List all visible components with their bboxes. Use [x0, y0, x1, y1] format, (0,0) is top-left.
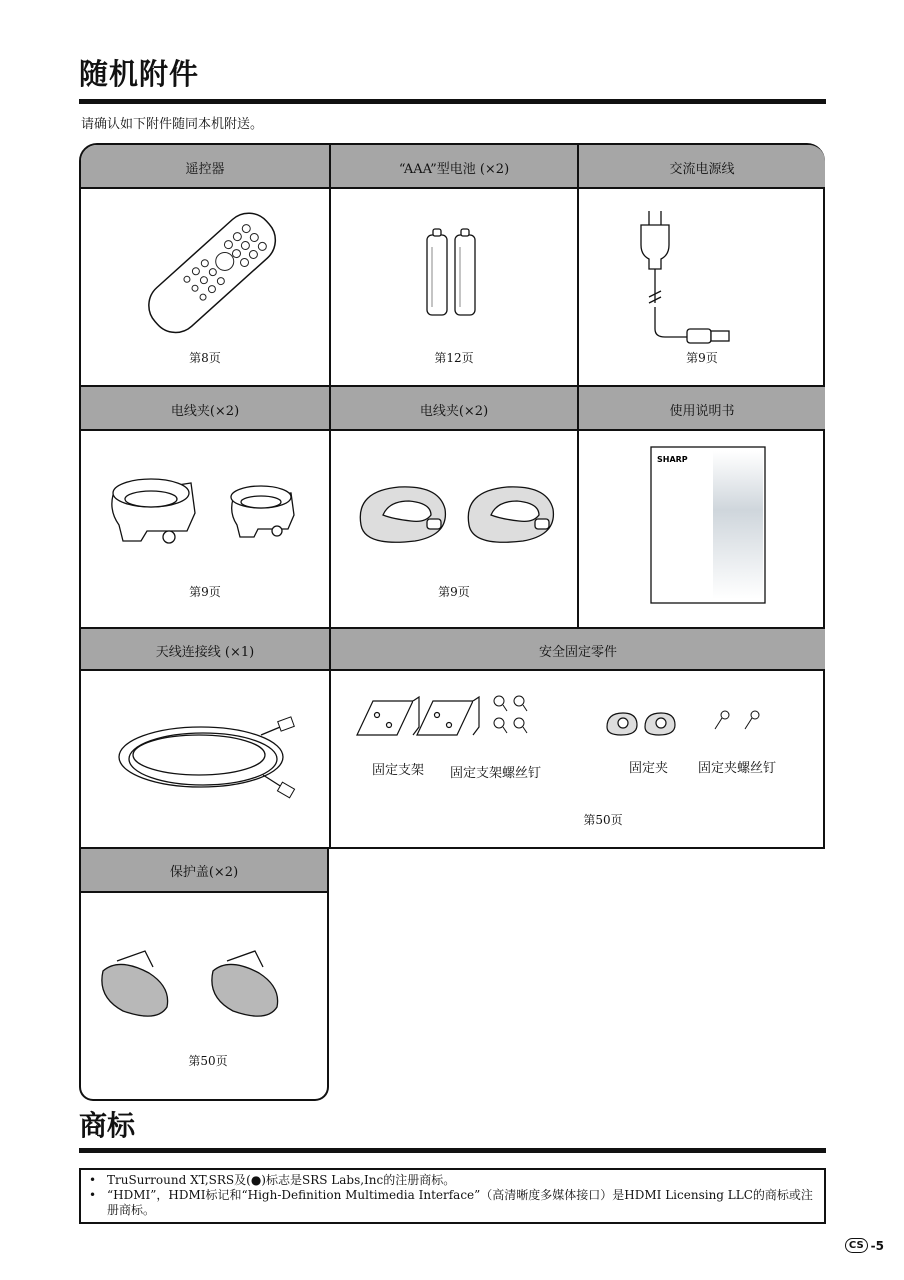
trademark-line-hdmi: “HDMI”，HDMI标记和“High-Definition Multimedia Interface”（高清晰度多媒体接口）是HDMI Licensing LLC的商标或注册商标。: [107, 1188, 813, 1217]
part-label-bracket: 固定支架: [372, 763, 425, 778]
part-label-clip-screw: 固定夹螺丝钉: [698, 761, 777, 776]
page-footer: [845, 1238, 884, 1253]
trademark-title: 商标: [79, 1109, 136, 1142]
grid-line: [81, 429, 825, 431]
part-label-bracket-screw: 固定支架螺丝钉: [450, 766, 542, 781]
grid-line: [577, 145, 579, 627]
trademark-rule: [79, 1148, 826, 1153]
part-label-clip: 固定夹: [629, 761, 669, 776]
page-number: -5: [870, 1238, 884, 1253]
item-header-cable-clamp-b: 电线夹(×2): [331, 387, 577, 431]
clip-illustration: [601, 705, 681, 741]
manual-illustration: [647, 443, 777, 603]
page-ref-batteries: 第12页: [434, 351, 474, 365]
protective-cover-illustration: [95, 941, 305, 1031]
bullet: •: [89, 1188, 97, 1202]
intro-text: 请确认如下附件随同本机附送。: [81, 117, 264, 132]
bullet: •: [89, 1173, 97, 1187]
title-rule: [79, 99, 826, 104]
trademark-box: [79, 1168, 826, 1224]
language-badge: CS: [845, 1238, 868, 1253]
list-item: [89, 1173, 818, 1188]
grid-line: [81, 891, 327, 893]
grid-line: [81, 627, 825, 629]
grid-line: [81, 385, 825, 387]
item-header-antenna-cable: 天线连接线 (×1): [81, 629, 329, 671]
grid-line: [329, 145, 331, 847]
bracket-screw-icon: [489, 693, 539, 739]
trademark-line-srs: TruSurround XT,SRS及(●)标志是SRS Labs,Inc的注册商标。: [107, 1173, 456, 1187]
cable-clamp-b-illustration: [353, 475, 573, 565]
accessory-grid: [79, 143, 825, 849]
item-header-batteries: “AAA”型电池 (×2): [331, 145, 577, 189]
item-header-safety-parts: 安全固定零件: [331, 629, 825, 671]
batteries-illustration: [419, 225, 489, 317]
list-item: [89, 1188, 818, 1218]
item-header-cable-clamp-a: 电线夹(×2): [81, 387, 329, 431]
item-header-manual: 使用说明书: [579, 387, 825, 431]
item-header-remote: 遥控器: [81, 145, 329, 189]
cable-clamp-a-illustration: [101, 465, 321, 565]
remote-control-illustration: [121, 209, 291, 349]
power-cord-illustration: [629, 207, 749, 347]
manual-brand-text: SHARP: [657, 455, 688, 464]
item-header-protective-cover: 保护盖(×2): [81, 849, 327, 891]
item-header-power-cord: 交流电源线: [579, 145, 825, 189]
clip-screw-icon: [711, 709, 765, 735]
page-ref-cable-clamp-b: 第9页: [438, 585, 470, 599]
antenna-cable-illustration: [111, 705, 301, 805]
grid-line: [81, 187, 825, 189]
page-ref-cable-clamp-a: 第9页: [189, 585, 221, 599]
grid-line: [81, 669, 825, 671]
page-title: 随机附件: [79, 57, 200, 91]
page-ref-remote: 第8页: [189, 351, 221, 365]
protective-cover-box: [79, 849, 329, 1101]
page-ref-power-cord: 第9页: [686, 351, 718, 365]
page-ref-protective-cover: 第50页: [188, 1054, 228, 1068]
page-ref-safety-parts: 第50页: [583, 813, 623, 827]
